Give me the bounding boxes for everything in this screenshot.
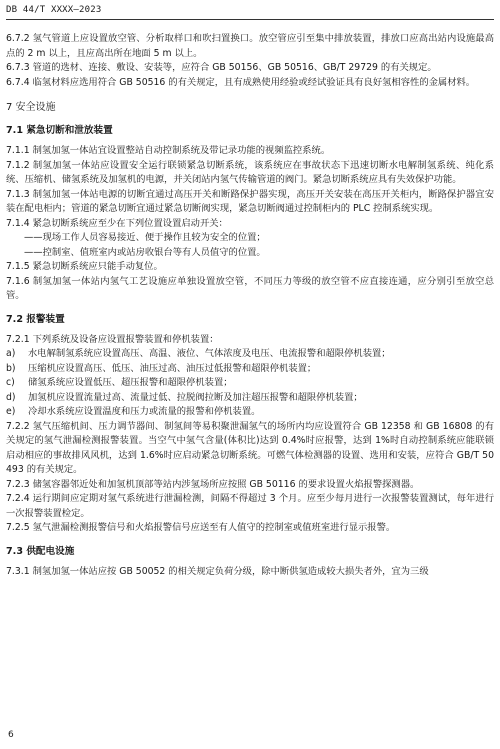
list-item-text: 压缩机应设置高压、低压、油压过高、油压过低报警和超限停机装置； — [28, 362, 317, 374]
clause-paragraph: 6.7.2 氢气管道上应设置放空管、分析取样口和吹扫置换口。放空管应引至集中排放装置，排放口应高出站内设施最高点的 2 m 以上，且应高出所在地面 5 m 以上。 — [6, 33, 494, 59]
section-heading: 7 安全设施 — [6, 102, 56, 113]
clause-paragraph: 6.7.3 管道的选材、连接、敷设、安装等，应符合 GB 50156、GB 50516、GB/T 29729 的有关规定。 — [6, 62, 437, 73]
document-body — [6, 32, 494, 579]
subsection-heading: 7.1 紧急切断和泄放装置 — [6, 125, 113, 136]
list-item-text: 储氢系统应设置低压、超压报警和超限停机装置； — [28, 377, 233, 388]
header-divider — [6, 19, 494, 20]
list-item-label: b) — [6, 362, 16, 374]
page-number: 6 — [8, 730, 14, 740]
list-item-text: 冷却水系统应设置温度和压力或流量的报警和停机装置。 — [28, 406, 261, 417]
list-item-label: c) — [6, 377, 15, 388]
clause-paragraph: 7.2.2 氢气压缩机间、压力调节器间、制氢间等易积聚泄漏氢气的场所内均应设置符合 GB 12358 和 GB 16808 的有关规定的氢气泄漏检测报警装置。当空气中氢气含量(体积比)达到 0.4%时应报警，达到 1%时自动控制系统应能联锁启动相应的事故排风风机，达到 1.6%时应启动紧急切断系统。可燃气体检测器的设置、选用和安装，应符合 GB/T 50493 的有关规定。 — [6, 420, 494, 475]
clause-paragraph: 7.1.2 制氢加氢一体站应设置安全运行联锁紧急切断系统，该系统应在事故状态下迅速切断水电解制氢系统、纯化系统、压缩机、储氢系统及加氢机的电源，并关闭站内氢气传输管道的阀门。紧急切断系统应具有失效保护功能。 — [6, 159, 494, 185]
dash-list-item: ——控制室、值班室内或站房收银台等有人员值守的位置。 — [24, 246, 266, 258]
clause-paragraph: 7.3.1 制氢加氢一体站应按 GB 50052 的相关规定负荷分级，除中断供氢造成较大损失者外，宜为三级 — [6, 565, 429, 577]
list-item — [6, 347, 494, 362]
clause-paragraph: 7.2.5 氢气泄漏检测报警信号和火焰报警信号应送至有人值守的控制室或值班室进行显示报警。 — [6, 522, 396, 533]
list-item — [6, 405, 494, 420]
list-item-label: e) — [6, 406, 16, 417]
clause-paragraph: 7.2.4 运行期间应定期对氢气系统进行泄漏检测，间隔不得超过 3 个月。应至少每月进行一次报警装置测试，每年进行一次报警装置检定。 — [6, 493, 494, 519]
subsection-heading: 7.3 供配电设施 — [6, 545, 75, 557]
list-item — [6, 362, 494, 377]
list-item-text: 加氢机应设置流量过高、流量过低、拉脱阀拉断及加注超压报警和超限停机装置； — [28, 391, 363, 403]
subsection-heading: 7.2 报警装置 — [6, 313, 65, 325]
clause-paragraph: 7.1.4 紧急切断系统应至少在下列位置设置启动开关： — [6, 217, 228, 229]
list-item — [6, 376, 494, 391]
clause-paragraph: 7.1.1 制氢加氢一体站宜设置整站自动控制系统及带记录功能的视频监控系统。 — [6, 145, 331, 156]
clause-paragraph: 7.2.3 储氢容器邻近处和加氢机顶部等站内涉氢场所应按照 GB 50116 的要求设置火焰报警探测器。 — [6, 478, 420, 490]
clause-paragraph: 7.1.6 制氢加氢一体站内氢气工艺设施应单独设置放空管，不同压力等级的放空管不应直接连通，应分别引至放空总管。 — [6, 275, 494, 301]
dash-list-item: ——现场工作人员容易接近、便于操作且较为安全的位置； — [24, 232, 266, 243]
clause-paragraph: 6.7.4 临氢材料应选用符合 GB 50516 的有关规定，且有成熟使用经验或经试验证具有良好氢相容性的金属材料。 — [6, 76, 476, 88]
list-item — [6, 391, 494, 406]
list-item-label: a) — [6, 348, 16, 359]
document-code: DB 44/T XXXX—2023 — [6, 5, 102, 15]
clause-paragraph: 7.1.3 制氢加氢一体站电源的切断宜通过高压开关和断路保护器实现，高压开关安装在高压开关柜内，断路保护器宜安装在配电柜内；管道的紧急切断宜通过紧急切断阀实现，紧急切断阀通过控制柜内的 PLC 控制系统实现。 — [6, 188, 494, 214]
clause-paragraph: 7.1.5 紧急切断系统应只能手动复位。 — [6, 261, 163, 272]
list-item-text: 水电解制氢系统应设置高压、高温、液位、气体浓度及电压、电流报警和超限停机装置； — [28, 348, 391, 359]
clause-paragraph: 7.2.1 下列系统及设备应设置报警装置和停机装置： — [6, 333, 219, 345]
list-item-label: d) — [6, 391, 16, 403]
